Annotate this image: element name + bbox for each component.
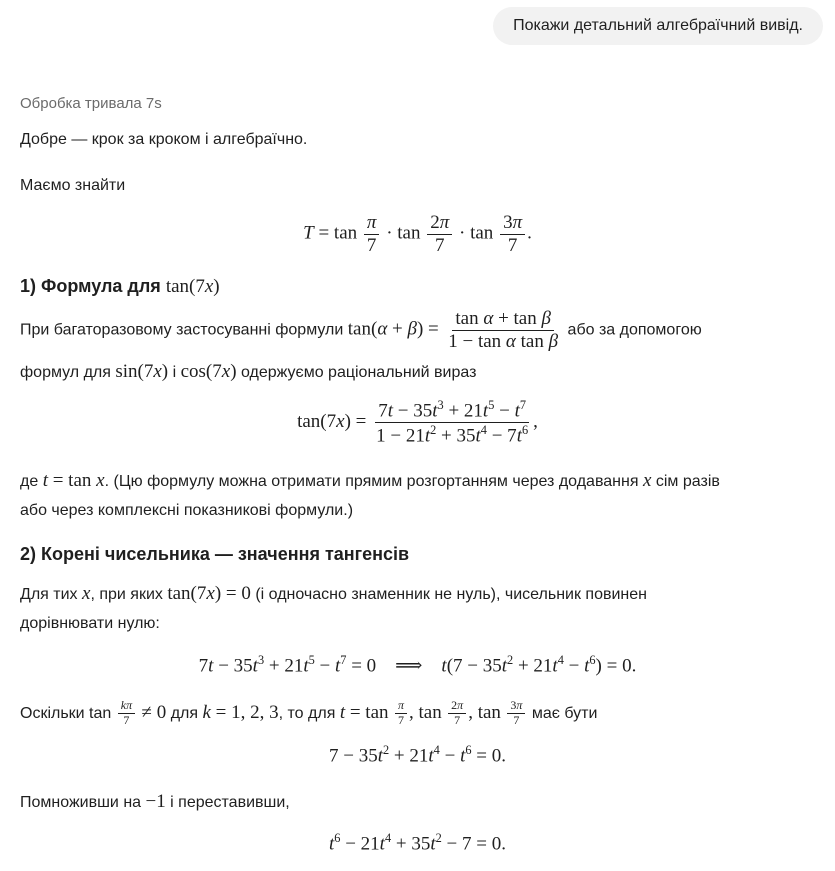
equation-final: $t^6 - 21t^4 + 35t^2 - 7 = 0$. bbox=[329, 831, 506, 855]
section-1-heading: 1) Формула для tan(7x) bbox=[20, 276, 220, 297]
equation-T: T = tan $\frac{\pi}{7}$ · tan $\frac{2\pi}{7}$ · tan $\frac{3\pi}{7}$ . bbox=[303, 212, 532, 256]
section-2-text: Для тих x, при яких tan(7x) = 0 (і одночасно знаменник не нуль), чисельник повинен bbox=[20, 583, 647, 604]
equation-reduced: $7 - 35t^2 + 21t^4 - t^6 = 0$. bbox=[329, 743, 506, 767]
section-1-text-2: формул для sin(7x) і cos(7x) одержуємо раціональний вираз bbox=[20, 361, 477, 382]
section-1-note: де t = tan x. (Цю формулу можна отримати прямим розгортанням через додавання x сім разів bbox=[20, 470, 720, 491]
equation-tan7x: tan(7x) = $\frac{7t - 35t^3 + 21t^5 - t^7}{1 - 21t^2 + 35t^4 - 7t^6}$ , bbox=[297, 398, 538, 447]
find-label: Маємо знайти bbox=[20, 177, 126, 194]
section-2-text-2: дорівнювати нулю: bbox=[20, 615, 160, 632]
intro-text: Добре — крок за кроком і алгебраїчно. bbox=[20, 131, 308, 148]
processing-status[interactable]: Обробка тривала 7s bbox=[20, 95, 162, 112]
equation-numerator: $7t - 35t^3 + 21t^5 - t^7 = 0$ ⟹ $t(7 - 35t^2 + 21t^4 - t^6) = 0$. bbox=[198, 653, 637, 677]
section-1-note-2: або через комплексні показникові формули.) bbox=[20, 502, 354, 519]
user-message-bubble: Покажи детальний алгебраїчний вивід. bbox=[493, 7, 823, 45]
section-1-text: При багаторазовому застосуванні формули tan(α + β) = $\frac{\text{tan α + tan β}}{\text{1 − tan α tan β}}$ або за допомогою bbox=[20, 308, 702, 352]
section-2-multiply: Помноживши на −1 і переставивши, bbox=[20, 791, 290, 812]
section-2-since: Оскільки tan $\frac{k\pi}{7}$ ≠ 0 для k = 1, 2, 3, то для t = tan $\frac{\pi}{7}$ , tan $\frac{2\pi}{7}$ , tan $\frac{3\pi}{7}$ має бути bbox=[20, 698, 598, 728]
section-2-heading: 2) Корені чисельника — значення тангенсів bbox=[20, 544, 410, 564]
